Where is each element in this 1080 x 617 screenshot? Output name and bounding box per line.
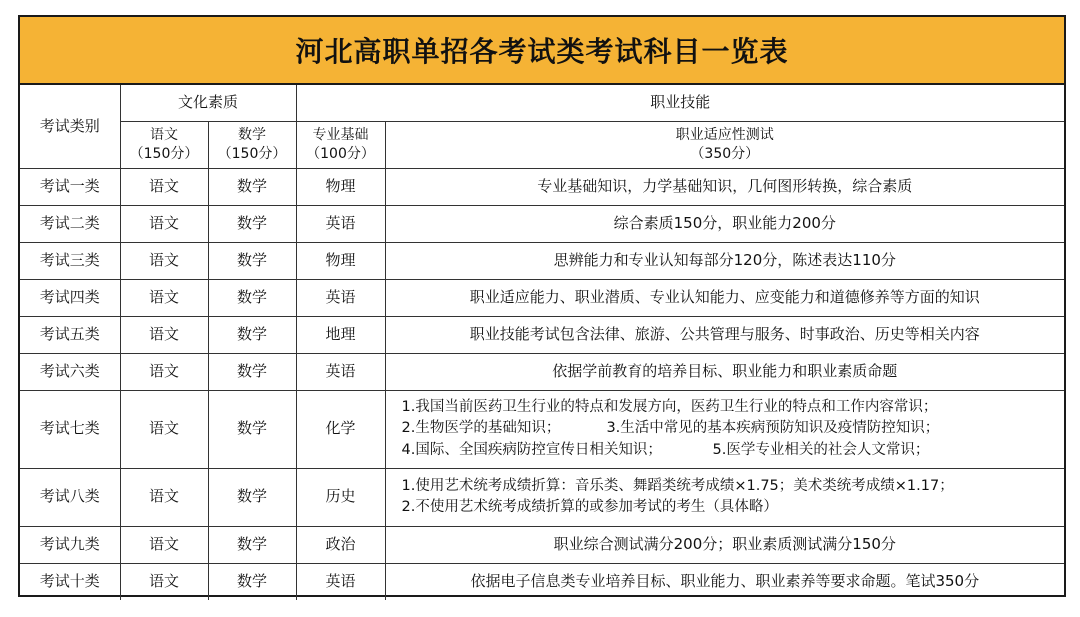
header-math-score: （150分） — [217, 145, 287, 162]
table-row — [20, 279, 1064, 316]
row-aptitude: 1.我国当前医药卫生行业的特点和发展方向，医药卫生行业的特点和工作内容常识； 2.生物医学的基础知识； 3.生活中常见的基本疾病预防知识及疫情防控知识； 4.国际、全国疾病防控宣传日相关知识； 5.医学专业相关的社会人文常识； — [385, 390, 1064, 468]
row-chinese: 语文 — [120, 316, 208, 353]
row-basic: 地理 — [296, 316, 385, 353]
header-basic — [296, 121, 385, 168]
row-math: 数学 — [208, 316, 296, 353]
row-math: 数学 — [208, 563, 296, 600]
header-math-label: 数学 — [238, 127, 266, 144]
row-basic: 政治 — [296, 526, 385, 563]
row-basic: 英语 — [296, 563, 385, 600]
row-aptitude: 专业基础知识，力学基础知识，几何图形转换，综合素质 — [385, 168, 1064, 205]
row-basic: 英语 — [296, 353, 385, 390]
row-basic: 英语 — [296, 205, 385, 242]
row-aptitude: 依据电子信息类专业培养目标、职业能力、职业素养等要求命题。笔试350分 — [385, 563, 1064, 600]
row-aptitude: 思辨能力和专业认知每部分120分，陈述表达110分 — [385, 242, 1064, 279]
row-category: 考试三类 — [20, 242, 120, 279]
table-row — [20, 468, 1064, 526]
header-chinese — [120, 121, 208, 168]
row-math: 数学 — [208, 242, 296, 279]
header-chinese-score: （150分） — [129, 145, 199, 162]
table-row — [20, 390, 1064, 468]
row-aptitude: 综合素质150分，职业能力200分 — [385, 205, 1064, 242]
row-basic: 历史 — [296, 468, 385, 526]
header-row-2 — [20, 121, 1064, 168]
row-aptitude: 职业综合测试满分200分；职业素质测试满分150分 — [385, 526, 1064, 563]
row-aptitude: 职业技能考试包含法律、旅游、公共管理与服务、时事政治、历史等相关内容 — [385, 316, 1064, 353]
table-row — [20, 168, 1064, 205]
row-math: 数学 — [208, 468, 296, 526]
row-chinese: 语文 — [120, 390, 208, 468]
page-title: 河北高职单招各考试类考试科目一览表 — [20, 17, 1064, 85]
row-category: 考试一类 — [20, 168, 120, 205]
row-aptitude: 1.使用艺术统考成绩折算：音乐类、舞蹈类统考成绩×1.75；美术类统考成绩×1.17； 2.不使用艺术统考成绩折算的或参加考试的考生（具体略） — [385, 468, 1064, 526]
header-culture: 文化素质 — [120, 85, 296, 121]
row-basic: 英语 — [296, 279, 385, 316]
header-aptitude — [385, 121, 1064, 168]
header-row-1 — [20, 85, 1064, 121]
row-chinese: 语文 — [120, 205, 208, 242]
row-basic: 物理 — [296, 168, 385, 205]
row-category: 考试八类 — [20, 468, 120, 526]
exam-subjects-table-frame — [18, 15, 1066, 597]
row-chinese: 语文 — [120, 242, 208, 279]
row-chinese: 语文 — [120, 168, 208, 205]
row-chinese: 语文 — [120, 563, 208, 600]
table-row — [20, 205, 1064, 242]
header-basic-score: （100分） — [306, 145, 375, 162]
row-math: 数学 — [208, 279, 296, 316]
row-category: 考试五类 — [20, 316, 120, 353]
row-math: 数学 — [208, 526, 296, 563]
header-aptitude-score: （350分） — [690, 145, 760, 162]
table-row — [20, 563, 1064, 600]
row-basic: 化学 — [296, 390, 385, 468]
row-math: 数学 — [208, 168, 296, 205]
row-aptitude: 依据学前教育的培养目标、职业能力和职业素质命题 — [385, 353, 1064, 390]
row-basic: 物理 — [296, 242, 385, 279]
header-basic-label: 专业基础 — [312, 127, 369, 144]
header-chinese-label: 语文 — [150, 127, 178, 144]
exam-subjects-table — [20, 85, 1064, 600]
row-category: 考试四类 — [20, 279, 120, 316]
row-chinese: 语文 — [120, 526, 208, 563]
table-row — [20, 316, 1064, 353]
row-math: 数学 — [208, 390, 296, 468]
row-chinese: 语文 — [120, 279, 208, 316]
row-aptitude: 职业适应能力、职业潜质、专业认知能力、应变能力和道德修养等方面的知识 — [385, 279, 1064, 316]
row-category: 考试九类 — [20, 526, 120, 563]
table-row — [20, 242, 1064, 279]
header-category: 考试类别 — [20, 85, 120, 168]
row-category: 考试六类 — [20, 353, 120, 390]
table-row — [20, 353, 1064, 390]
row-math: 数学 — [208, 205, 296, 242]
row-math: 数学 — [208, 353, 296, 390]
header-aptitude-label: 职业适应性测试 — [675, 127, 774, 144]
table-row — [20, 526, 1064, 563]
row-category: 考试七类 — [20, 390, 120, 468]
header-skills: 职业技能 — [296, 85, 1064, 121]
header-math — [208, 121, 296, 168]
row-category: 考试十类 — [20, 563, 120, 600]
row-chinese: 语文 — [120, 468, 208, 526]
row-category: 考试二类 — [20, 205, 120, 242]
row-chinese: 语文 — [120, 353, 208, 390]
